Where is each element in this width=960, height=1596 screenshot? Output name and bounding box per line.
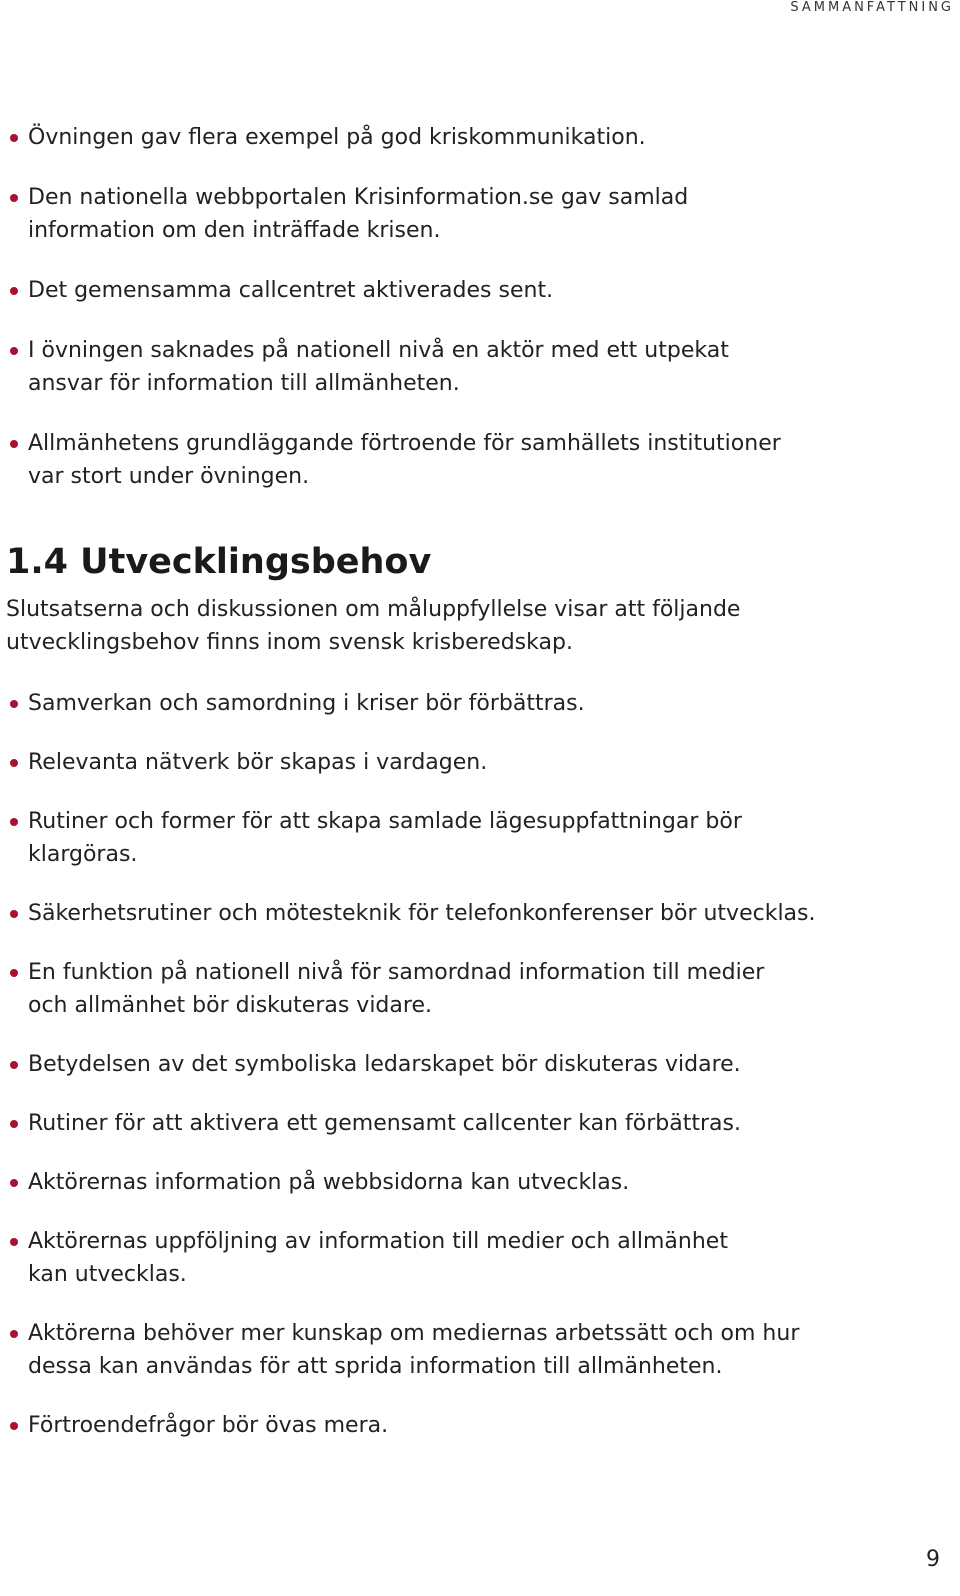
bullet-text-line: Aktörernas information på webbsidorna kan utvecklas. — [28, 1170, 630, 1195]
bullet-text-line: Allmänhetens grundläggande förtroende för samhällets institutioner — [28, 431, 781, 456]
bullet-text-line: Relevanta nätverk bör skapas i vardagen. — [28, 750, 488, 775]
bullet-text-line: Förtroendefrågor bör övas mera. — [28, 1413, 389, 1438]
intro-line: utvecklingsbehov finns inom svensk krisberedskap. — [6, 630, 573, 655]
bullet-dot-icon — [10, 1238, 18, 1246]
bullet-dot-icon — [10, 818, 18, 826]
bullet-text-line: kan utvecklas. — [28, 1262, 187, 1287]
bullet-item — [10, 1107, 910, 1140]
bullet-dot-icon — [10, 969, 18, 977]
development-needs-list — [10, 687, 910, 1468]
bullet-item — [10, 334, 910, 400]
bullet-dot-icon — [10, 134, 18, 142]
bullet-item — [10, 687, 910, 720]
bullet-text-line: Rutiner och former för att skapa samlade lägesuppfattningar bör — [28, 809, 742, 834]
bullet-dot-icon — [10, 347, 18, 355]
bullet-text-line: Aktörerna behöver mer kunskap om mediernas arbetssätt och om hur — [28, 1321, 800, 1346]
bullet-text-line: Betydelsen av det symboliska ledarskapet bör diskuteras vidare. — [28, 1052, 741, 1077]
bullet-dot-icon — [10, 1330, 18, 1338]
section-intro — [6, 593, 906, 659]
bullet-text-line: Den nationella webbportalen Krisinformation.se gav samlad — [28, 185, 689, 210]
bullet-item — [10, 427, 910, 493]
bullet-text-line: Rutiner för att aktivera ett gemensamt callcenter kan förbättras. — [28, 1111, 741, 1136]
bullet-dot-icon — [10, 700, 18, 708]
bullet-text-line: var stort under övningen. — [28, 464, 310, 489]
running-head: SAMMANFATTNING — [790, 0, 954, 15]
section-heading: 1.4 Utvecklingsbehov — [6, 542, 432, 582]
bullet-text-line: ansvar för information till allmänheten. — [28, 371, 460, 396]
bullet-dot-icon — [10, 759, 18, 767]
bullet-item — [10, 1409, 910, 1442]
summary-bullet-list — [10, 121, 910, 520]
bullet-dot-icon — [10, 194, 18, 202]
bullet-dot-icon — [10, 1120, 18, 1128]
bullet-item — [10, 1166, 910, 1199]
bullet-dot-icon — [10, 910, 18, 918]
bullet-dot-icon — [10, 1422, 18, 1430]
bullet-item — [10, 274, 910, 307]
bullet-dot-icon — [10, 1061, 18, 1069]
bullet-item — [10, 181, 910, 247]
page-number: 9 — [926, 1547, 940, 1572]
bullet-text-line: Det gemensamma callcentret aktiverades sent. — [28, 278, 554, 303]
bullet-item — [10, 956, 910, 1022]
bullet-text-line: Aktörernas uppföljning av information till medier och allmänhet — [28, 1229, 728, 1254]
bullet-text-line: I övningen saknades på nationell nivå en aktör med ett utpekat — [28, 338, 729, 363]
bullet-text-line: Samverkan och samordning i kriser bör förbättras. — [28, 691, 585, 716]
bullet-text-line: dessa kan användas för att sprida information till allmänheten. — [28, 1354, 723, 1379]
bullet-text-line: En funktion på nationell nivå för samordnad information till medier — [28, 960, 765, 985]
bullet-item — [10, 897, 910, 930]
bullet-text-line: information om den inträffade krisen. — [28, 218, 441, 243]
bullet-dot-icon — [10, 440, 18, 448]
intro-line: Slutsatserna och diskussionen om måluppfyllelse visar att följande — [6, 597, 741, 622]
bullet-text-line: klargöras. — [28, 842, 138, 867]
bullet-dot-icon — [10, 1179, 18, 1187]
bullet-text-line: Övningen gav flera exempel på god kriskommunikation. — [28, 125, 646, 150]
bullet-item — [10, 1048, 910, 1081]
bullet-item — [10, 1225, 910, 1291]
bullet-text-line: och allmänhet bör diskuteras vidare. — [28, 993, 432, 1018]
bullet-item — [10, 1317, 910, 1383]
bullet-item — [10, 121, 910, 154]
bullet-text-line: Säkerhetsrutiner och mötesteknik för telefonkonferenser bör utvecklas. — [28, 901, 816, 926]
bullet-dot-icon — [10, 287, 18, 295]
bullet-item — [10, 805, 910, 871]
bullet-item — [10, 746, 910, 779]
